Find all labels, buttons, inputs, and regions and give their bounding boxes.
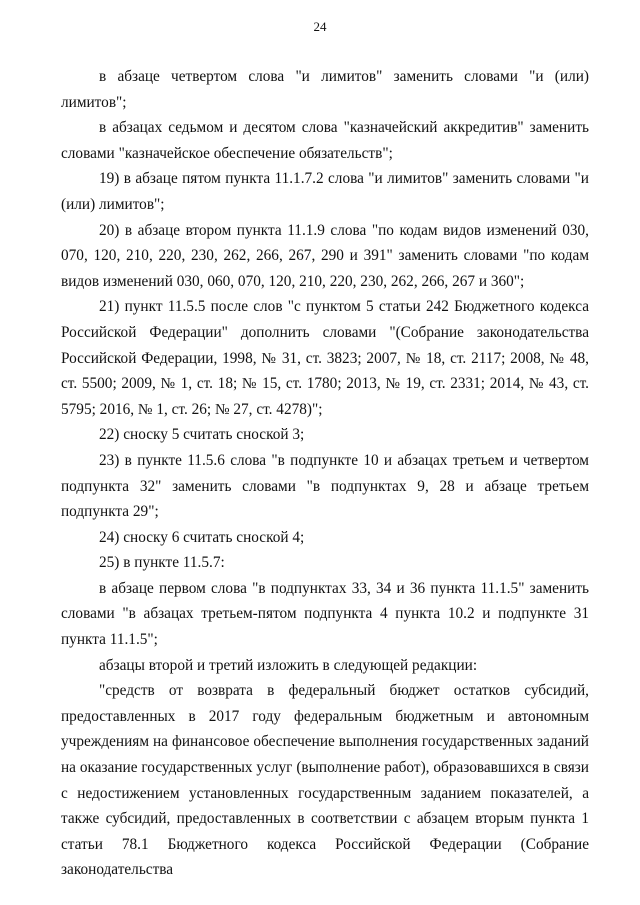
paragraph-2: в абзацах седьмом и десятом слова "казначейский аккредитив" заменить словами "казначейское обеспечение обязательств"; xyxy=(61,119,589,162)
paragraph-3: 19) в абзаце пятом пункта 11.1.7.2 слова "и лимитов" заменить словами "и (или) лимитов"; xyxy=(61,170,589,213)
paragraph-9: 25) в пункте 11.5.7: xyxy=(99,554,225,572)
paragraph-8: 24) сноску 6 считать сноской 4; xyxy=(99,528,305,546)
paragraph-11: абзацы второй и третий изложить в следующей редакции: xyxy=(99,656,478,674)
paragraph-12: "средств от возврата в федеральный бюджет остатков субсидий, предоставленных в 2017 году федеральным бюджетным и автономным учреждениям на финансовое обеспечение выполнения государственных заданий на оказание государственных услуг (выполнение работ), образовавшихся в связи с недостижением установленных государственным заданием показателей, а также субсидий, предоставленных в соответствии с абзацем вторым пункта 1 статьи 78.1 Бюджетного кодекса Российской Федерации (Собрание законодательства xyxy=(61,682,589,879)
document-body xyxy=(61,64,589,883)
paragraph-4: 20) в абзаце втором пункта 11.1.9 слова "по кодам видов изменений 030, 070, 120, 210, 220, 230, 262, 266, 267, 290 и 391" заменить словами "по кодам видов изменений 030, 060, 070, 120, 210, 220, 230, 262, 266, 267 и 360"; xyxy=(61,221,589,290)
paragraph-6: 22) сноску 5 считать сноской 3; xyxy=(99,426,305,444)
paragraph-10: в абзаце первом слова "в подпунктах 33, 34 и 36 пункта 11.1.5" заменить словами "в абзацах третьем-пятом подпункта 4 пункта 10.2 и подпункте 31 пункта 11.1.5"; xyxy=(61,579,589,649)
paragraph-7: 23) в пункте 11.5.6 слова "в подпункте 10 и абзацах третьем и четвертом подпункта 32" заменить словами "в подпунктах 9, 28 и абзаце третьем подпункта 29"; xyxy=(61,451,589,521)
paragraph-5: 21) пункт 11.5.5 после слов "с пунктом 5 статьи 242 Бюджетного кодекса Российской Федерации" дополнить словами "(Собрание законодательства Российской Федерации, 1998, № 31, ст. 3823; 2007, № 18, ст. 2117; 2008, № 48, ст. 5500; 2009, № 1, ст. 18; № 15, ст. 1780; 2013, № 19, ст. 2331; 2014, № 43, ст. 5795; 2016, № 1, ст. 26; № 27, ст. 4278)"; xyxy=(61,298,589,418)
page-number: 24 xyxy=(313,19,327,34)
paragraph-1: в абзаце четвертом слова "и лимитов" заменить словами "и (или) лимитов"; xyxy=(61,68,589,111)
